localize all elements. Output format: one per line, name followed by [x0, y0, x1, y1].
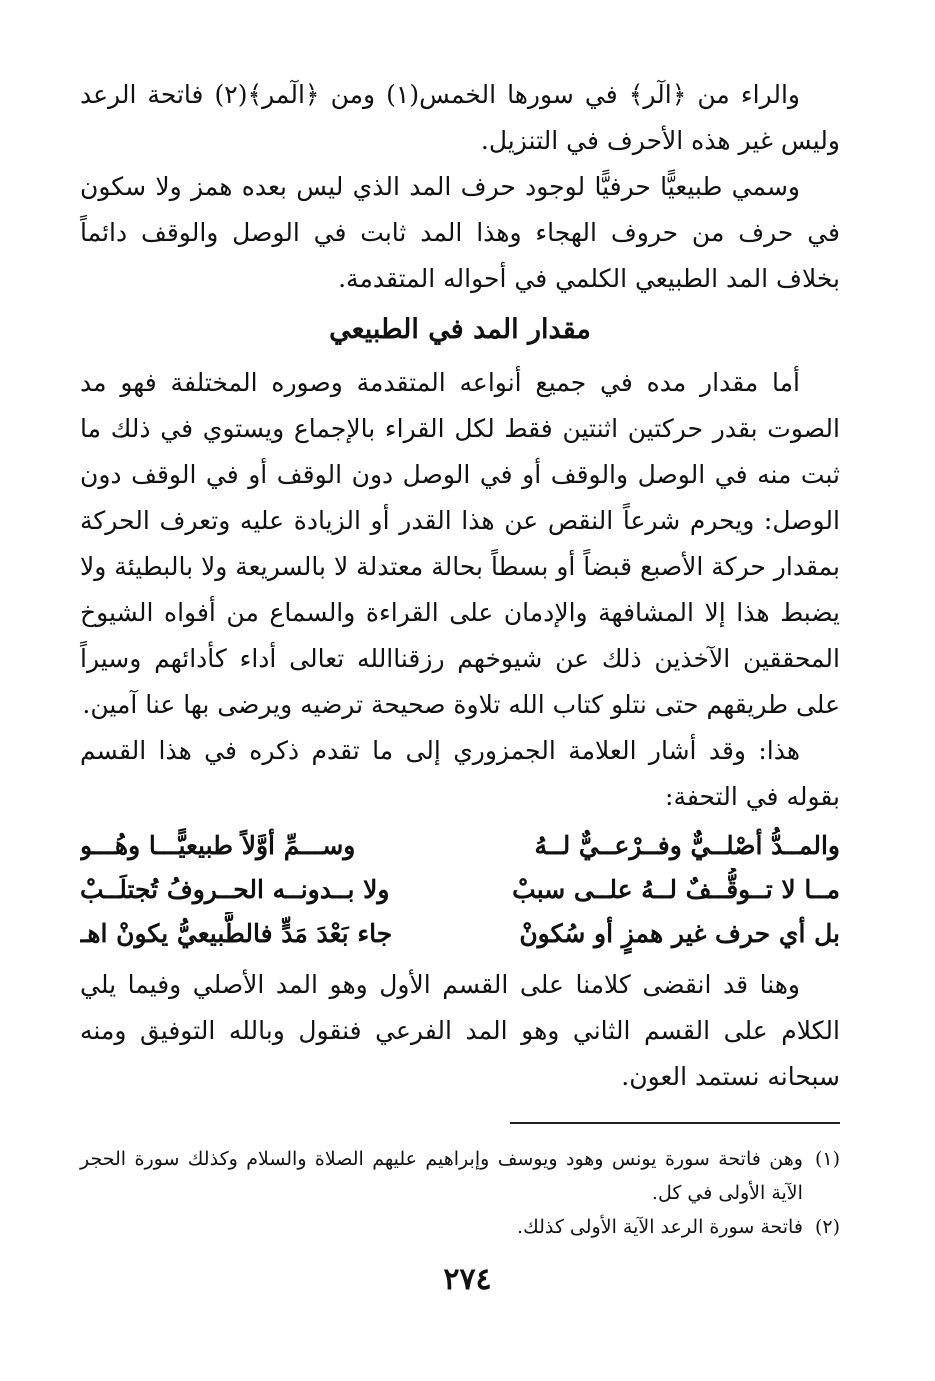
verse-hemistich-first: مــا لا تــوقُّــفٌ لــهُ علــى سببْ	[512, 875, 840, 904]
verse-hemistich-second: وســـمِّ أوَّلاً طبيعيًّـــا وهُـــو	[80, 831, 356, 860]
verse-hemistich-first: والمــدُّ أصْلــيٌّ وفــرْعــيٌّ لــهُ	[534, 831, 840, 860]
verse-hemistich-first: بل أي حرف غير همزٍ أو سُكونْ	[519, 919, 840, 948]
footnote-2	[80, 1210, 840, 1244]
poem-verses	[80, 824, 840, 956]
footnote-1	[80, 1142, 840, 1210]
verse-row	[80, 824, 840, 868]
page-number: ٢٧٤	[443, 1262, 492, 1297]
section-heading: مقدار المد في الطبيعي	[329, 314, 591, 345]
footnote-text: وهن فاتحة سورة يونس وهود ويوسف وإبراهيم عليهم الصلاة والسلام وكذلك سورة الحجر الآية الأولى في كل.	[80, 1148, 803, 1204]
paragraph-2: وسمي طبيعيًّا حرفيًّا لوجود حرف المد الذي ليس بعده همز ولا سكون في حرف من حروف الهجاء وهذا المد ثابت في الوصل والوقف دائماً بخلاف المد الطبيعي الكلمي في أحواله المتقدمة.	[80, 172, 840, 293]
verse-hemistich-second: جاء بَعْدَ مَدٍّ فالطَّبيعيُّ يكونْ اهـ	[80, 919, 393, 948]
footnote-divider	[510, 1122, 840, 1124]
verse-hemistich-second: ولا بــدونــه الحــروفُ تُجتلَــبْ	[80, 875, 390, 904]
page-body	[80, 72, 840, 1244]
footnote-number: (١)	[814, 1148, 840, 1170]
footnote-number: (٢)	[814, 1216, 840, 1238]
verse-row	[80, 868, 840, 912]
paragraph-5: وهنا قد انقضى كلامنا على القسم الأول وهو المد الأصلي وفيما يلي الكلام على القسم الثاني وهو المد الفرعي فنقول وبالله التوفيق ومنه سبحانه نستمد العون.	[80, 970, 840, 1091]
paragraph-3: أما مقدار مده في جميع أنواعه المتقدمة وصوره المختلفة فهو مد الصوت بقدر حركتين اثنتين فقط لكل القراء بالإجماع ويستوي في ذلك ما ثبت منه في الوصل والوقف أو في الوصل دون الوقف أو في الوقف دون الوصل: ويحرم شرعاً النقص عن هذا القدر أو الزيادة عليه وتعرف الحركة بمقدار حركة الأصبع قبضاً أو بسطاً بحالة معتدلة لا بالسريعة ولا بالبطيئة ولا يضبط هذا إلا المشافهة والإدمان على القراءة والسماع من أفواه الشيوخ المحققين الآخذين ذلك عن شيوخهم رزقناالله تعالى أداء كأدائهم وسيراً على طريقهم حتى نتلو كتاب الله تلاوة صحيحة ترضيه ويرضى بها عنا آمين.	[80, 368, 840, 719]
paragraph-1: والراء من ﴿الٓر﴾ في سورها الخمس(١) ومن ﴿الٓمر﴾(٢) فاتحة الرعد وليس غير هذه الأحرف في التنزيل.	[80, 80, 840, 155]
verse-row	[80, 912, 840, 956]
paragraph-4: هذا: وقد أشار العلامة الجمزوري إلى ما تقدم ذكره في هذا القسم بقوله في التحفة:	[80, 736, 840, 811]
footnote-text: فاتحة سورة الرعد الآية الأولى كذلك.	[517, 1216, 803, 1238]
